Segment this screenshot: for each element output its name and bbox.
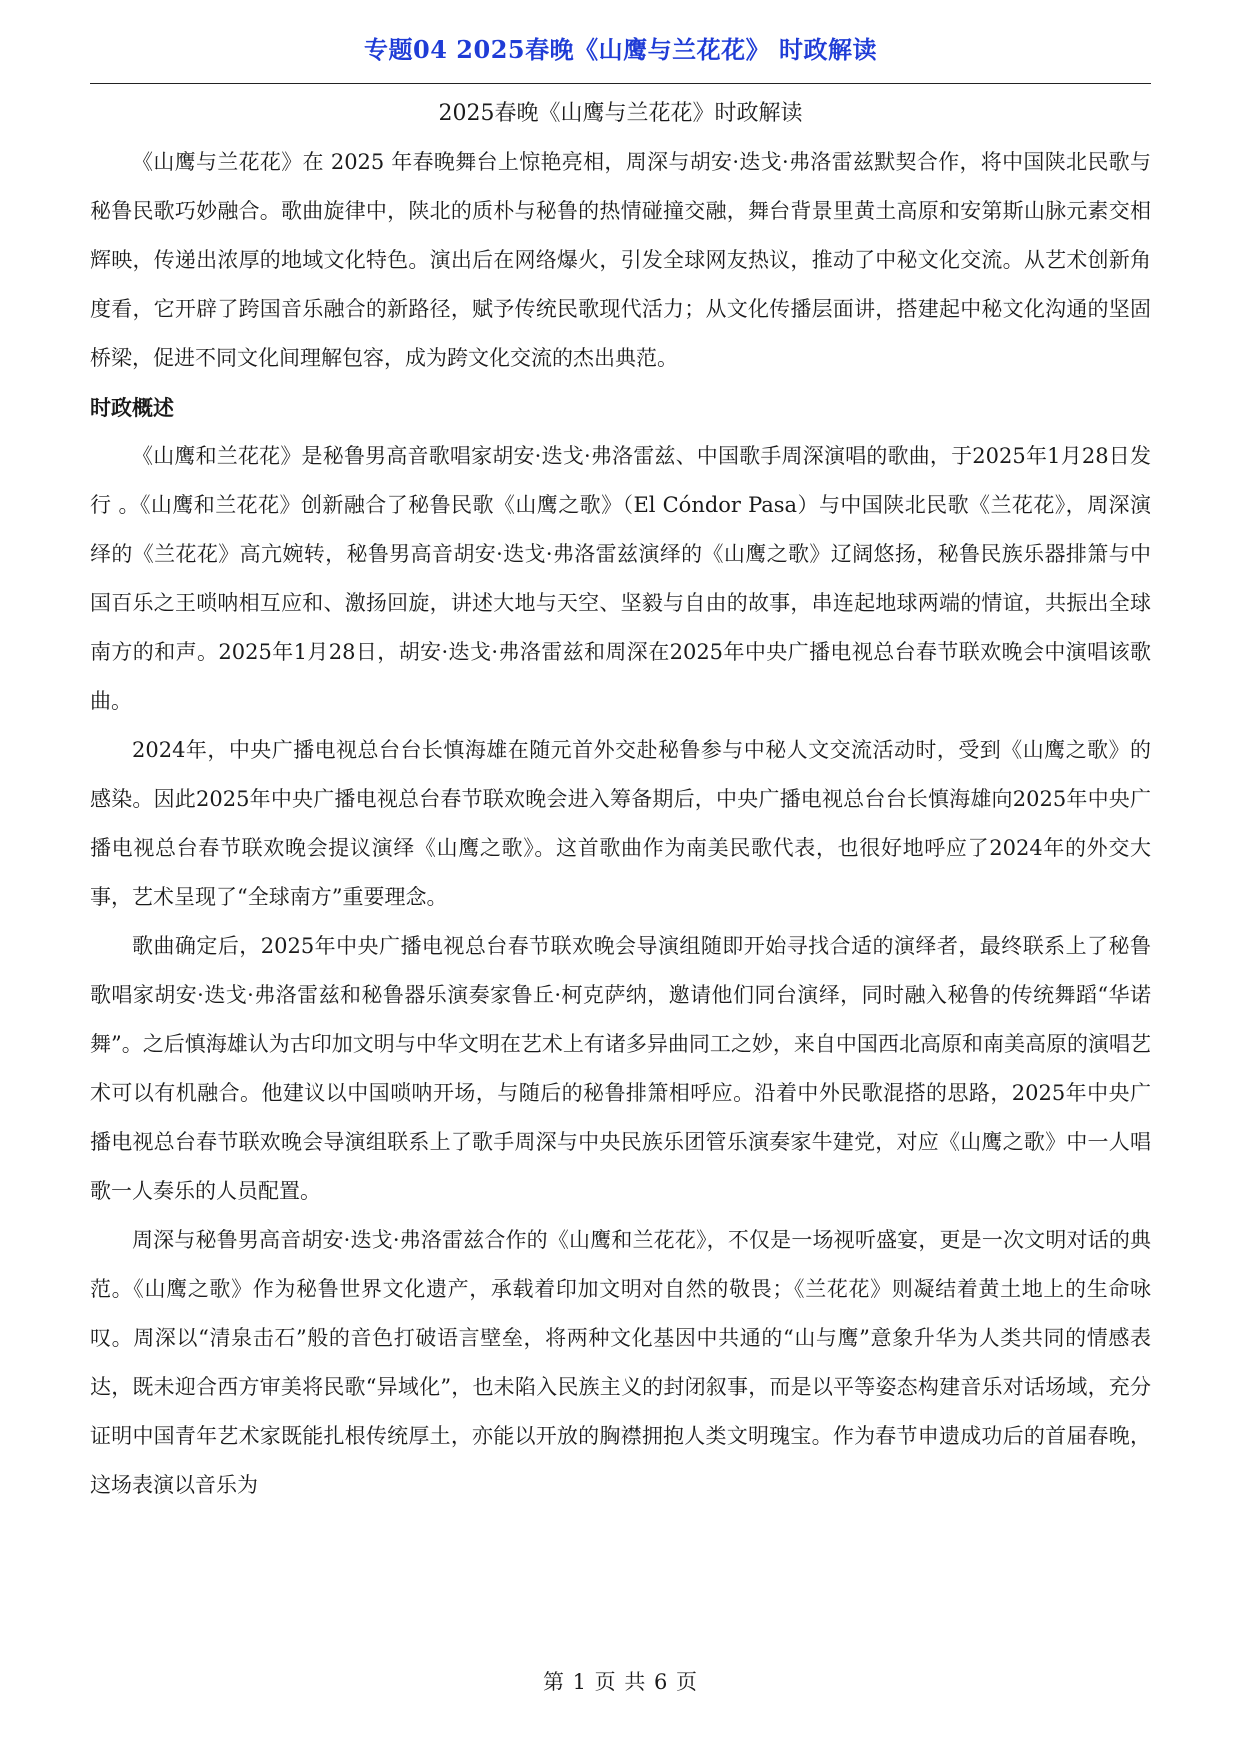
page-number: 第 1 页 共 6 页 <box>542 1670 699 1694</box>
header-divider <box>90 83 1151 84</box>
body-paragraph-3: 歌曲确定后，2025年中央广播电视总台春节联欢晚会导演组随即开始寻找合适的演绎者，最终联系上了秘鲁歌唱家胡安·迭戈·弗洛雷兹和秘鲁器乐演奏家鲁丘·柯克萨纳，邀请他们同台演绎，同时融入秘鲁的传统舞蹈“华诺舞”。之后慎海雄认为古印加文明与中华文明在艺术上有诸多异曲同工之妙，来自中国西北高原和南美高原的演唱艺术可以有机融合。他建议以中国唢呐开场，与随后的秘鲁排箫相呼应。沿着中外民歌混搭的思路，2025年中央广播电视总台春节联欢晚会导演组联系上了歌手周深与中央民族乐团管乐演奏家牛建党，对应《山鹰之歌》中一人唱歌一人奏乐的人员配置。 <box>90 934 1151 1203</box>
body-paragraph-1: 《山鹰和兰花花》是秘鲁男高音歌唱家胡安·迭戈·弗洛雷兹、中国歌手周深演唱的歌曲，于2025年1月28日发行 。《山鹰和兰花花》创新融合了秘鲁民歌《山鹰之歌》（El Cóndor Pasa）与中国陕北民歌《兰花花》，周深演绎的《兰花花》高亢婉转，秘鲁男高音胡安·迭戈·弗洛雷兹演绎的《山鹰之歌》辽阔悠扬，秘鲁民族乐器排箫与中国百乐之王唢呐相互应和、激扬回旋，讲述大地与天空、坚毅与自由的故事，串连起地球两端的情谊，共振出全球南方的和声。2025年1月28日，胡安·迭戈·弗洛雷兹和周深在2025年中央广播电视总台春节联欢晚会中演唱该歌曲。 <box>90 444 1151 713</box>
document-title: 2025春晚《山鹰与兰花花》时政解读 <box>438 101 803 126</box>
body-paragraph-2: 2024年，中央广播电视总台台长慎海雄在随元首外交赴秘鲁参与中秘人文交流活动时，受到《山鹰之歌》的感染。因此2025年中央广播电视总台春节联欢晚会进入筹备期后，中央广播电视总台台长慎海雄向2025年中央广播电视总台春节联欢晚会提议演绎《山鹰之歌》。这首歌曲作为南美民歌代表，也很好地呼应了2024年的外交大事，艺术呈现了“全球南方”重要理念。 <box>90 738 1151 909</box>
document-body <box>90 138 1151 1510</box>
body-paragraph-4: 周深与秘鲁男高音胡安·迭戈·弗洛雷兹合作的《山鹰和兰花花》，不仅是一场视听盛宴，更是一次文明对话的典范。《山鹰之歌》作为秘鲁世界文化遗产，承载着印加文明对自然的敬畏；《兰花花》则凝结着黄土地上的生命咏叹。周深以“清泉击石”般的音色打破语言壁垒，将两种文化基因中共通的“山与鹰”意象升华为人类共同的情感表达，既未迎合西方审美将民歌“异域化”，也未陷入民族主义的封闭叙事，而是以平等姿态构建音乐对话场域，充分证明中国青年艺术家既能扎根传统厚土，亦能以开放的胸襟拥抱人类文明瑰宝。作为春节申遗成功后的首届春晚，这场表演以音乐为 <box>90 1228 1151 1497</box>
section-heading: 时政概述 <box>90 395 174 420</box>
intro-paragraph: 《山鹰与兰花花》在 2025 年春晚舞台上惊艳亮相，周深与胡安·迭戈·弗洛雷兹默契合作，将中国陕北民歌与秘鲁民歌巧妙融合。歌曲旋律中，陕北的质朴与秘鲁的热情碰撞交融，舞台背景里黄土高原和安第斯山脉元素交相辉映，传递出浓厚的地域文化特色。演出后在网络爆火，引发全球网友热议，推动了中秘文化交流。从艺术创新角度看，它开辟了跨国音乐融合的新路径，赋予传统民歌现代活力；从文化传播层面讲，搭建起中秘文化沟通的坚固桥梁，促进不同文化间理解包容，成为跨文化交流的杰出典范。 <box>90 150 1151 370</box>
page-header-title: 专题04 2025春晚《山鹰与兰花花》 时政解读 <box>364 35 877 64</box>
